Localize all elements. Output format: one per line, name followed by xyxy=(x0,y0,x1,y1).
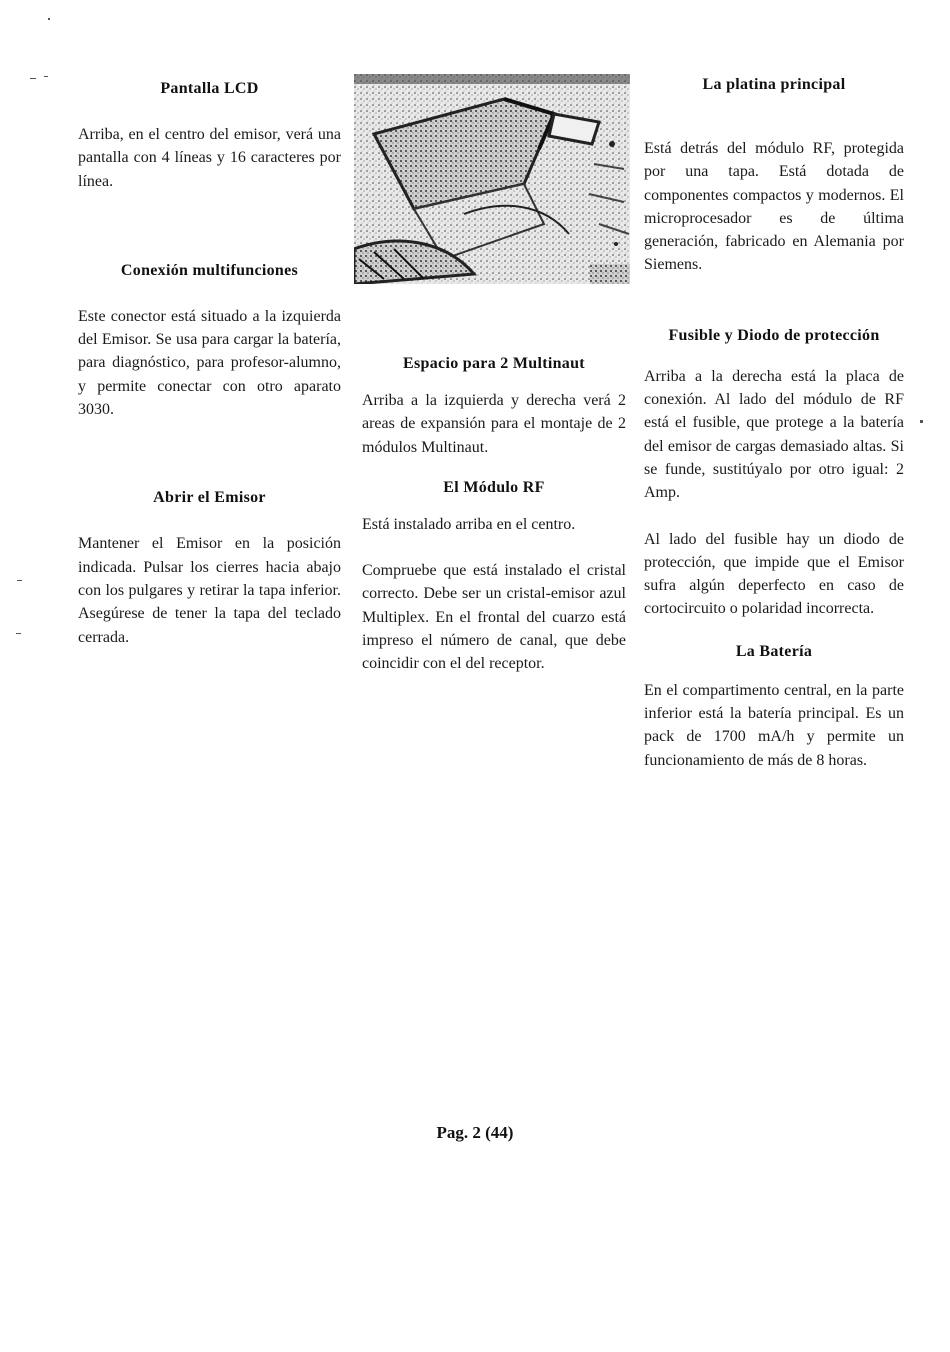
paragraph-platina-principal: Está detrás del módulo RF, protegida por una tapa. Está dotada de componentes compactos y modernos. El microprocesador es de última generación, fabricado en Alemania por Siemens. xyxy=(644,140,904,274)
transmitter-interior-photo xyxy=(354,74,630,284)
scan-speck xyxy=(44,76,48,77)
left-column xyxy=(78,80,341,649)
scan-speck xyxy=(920,420,923,423)
heading-pantalla-lcd: Pantalla LCD xyxy=(160,80,259,97)
heading-espacio-multinaut: Espacio para 2 Multinaut xyxy=(403,355,585,372)
paragraph-la-bateria: En el compartimento central, en la parte inferior está la batería principal. Es un pack de 1700 mA/h y permite un funcionamiento de más de 8 horas. xyxy=(644,681,904,769)
paragraph-modulo-rf-2: Compruebe que está instalado el cristal correcto. Debe ser un cristal-emisor azul Multiplex. En el frontal del cuarzo está impreso el número de canal, que debe coincidir con el del receptor. xyxy=(362,562,626,673)
transmitter-interior-photo-icon xyxy=(354,74,630,284)
middle-column xyxy=(362,74,626,676)
page-number: Pag. 2 (44) xyxy=(436,1123,514,1142)
heading-abrir-emisor: Abrir el Emisor xyxy=(153,489,266,507)
paragraph-pantalla-lcd: Arriba, en el centro del emisor, verá una pantalla con 4 líneas y 16 caracteres por línea. xyxy=(78,126,341,190)
scan-speck xyxy=(17,580,22,581)
heading-platina-principal: La platina principal xyxy=(702,76,846,93)
heading-la-bateria: La Batería xyxy=(735,642,813,660)
paragraph-abrir-emisor: Mantener el Emisor en la posición indicada. Pulsar los cierres hacia abajo con los pulgares y retirar la tapa inferior. Asegúrese de tener la tapa del teclado cerrada. xyxy=(78,535,341,646)
heading-conexion-multifunciones: Conexión multifunciones xyxy=(120,261,299,279)
right-column xyxy=(644,76,904,772)
paragraph-fusible-diodo-2: Al lado del fusible hay un diodo de protección, que impide que el Emisor sufra algún deperfecto en caso de cortocircuito o polaridad incorrecta. xyxy=(644,530,904,618)
scan-speck xyxy=(16,633,21,634)
paragraph-fusible-diodo-1: Arriba a la derecha está la placa de conexión. Al lado del módulo de RF está el fusible, que protege a la batería del emisor de cargas demasiado altas. Si se funde, sustitúyalo por otro igual: 2 Amp. xyxy=(644,367,904,502)
scan-speck xyxy=(48,18,50,20)
paragraph-espacio-multinaut: Arriba a la izquierda y derecha verá 2 areas de expansión para el montaje de 2 módulos Multinaut. xyxy=(362,392,626,456)
paragraph-modulo-rf-1: Está instalado arriba en el centro. xyxy=(362,515,576,533)
heading-fusible-diodo: Fusible y Diodo de protección xyxy=(668,326,880,344)
paragraph-conexion-multifunciones: Este conector está situado a la izquierda del Emisor. Se usa para cargar la batería, para diagnóstico, para profesor-alumno, y permite conectar con otro aparato 3030. xyxy=(78,307,341,419)
scan-speck xyxy=(30,78,36,79)
heading-modulo-rf: El Módulo RF xyxy=(443,478,545,496)
